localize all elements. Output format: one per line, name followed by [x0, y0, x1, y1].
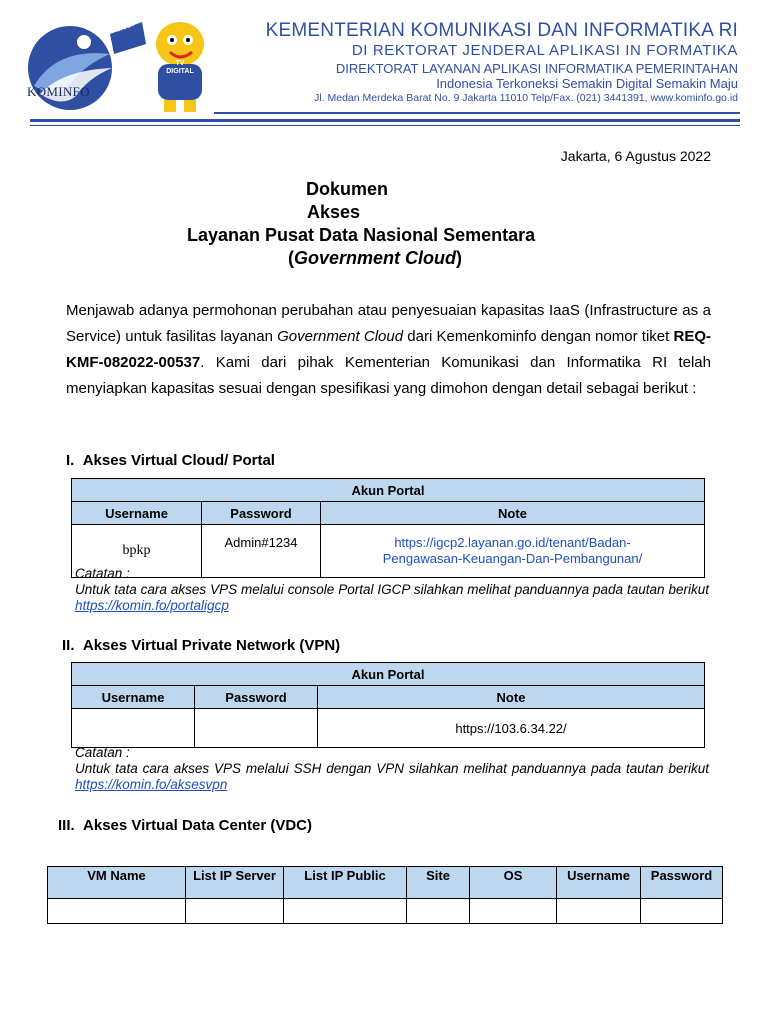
title-line-1: Dokumen	[306, 179, 389, 199]
directorate-general: DI REKTORAT JENDERAL APLIKASI IN FORMATIKA	[351, 42, 738, 59]
section-1-heading: I. Akses Virtual Cloud/ Portal	[66, 452, 275, 469]
mascot-badge-label: TV DIGITAL	[166, 60, 194, 75]
col-list-ip-server: List IP Server	[186, 867, 284, 899]
col-vm-name: VM Name	[48, 867, 186, 899]
tagline: Indonesia Terkoneksi Semakin Digital Semakin Maju	[436, 76, 738, 91]
ticket-number: REQ-KMF-082022-00537	[66, 328, 711, 371]
col-site: Site	[407, 867, 470, 899]
os-cell	[470, 899, 557, 924]
vpn-account-table	[71, 662, 705, 748]
section-3-heading: III. Akses Virtual Data Center (VDC)	[58, 817, 312, 834]
title-line-3: Layanan Pusat Data Nasional Sementara	[187, 225, 536, 245]
col-password: Password	[202, 502, 321, 525]
intro-paragraph: Menjawab adanya permohonan perubahan atau penyesuaian kapasitas IaaS (Infrastructure as a Service) untuk fasilitas layanan Government Cloud dari Kemenkominfo dengan nomor tiket REQ-KMF-082022-00537. Kami dari pihak Kementerian Komunikasi dan Informatika RI telah menyiapkan kapasitas sesuai dengan spesifikasi yang dimohon dengan detail sebagai berikut :	[66, 302, 711, 397]
ip-public-cell	[284, 899, 407, 924]
col-note: Note	[321, 502, 705, 525]
portal-account-table	[71, 478, 705, 578]
address-line: Jl. Medan Merdeka Barat No. 9 Jakarta 11010 Telp/Fax. (021) 3441391, www.kominfo.go.id	[314, 92, 738, 104]
title-line-2: Akses	[307, 202, 361, 222]
password-cell	[641, 899, 723, 924]
password-cell	[195, 709, 318, 748]
vpn-url: https://103.6.34.22/	[318, 709, 705, 748]
col-username: Username	[72, 686, 195, 709]
table-row	[72, 709, 705, 748]
table-caption: Akun Portal	[72, 479, 705, 502]
username-cell: bpkp	[72, 525, 202, 578]
directorate-name: DIREKTORAT LAYANAN APLIKASI INFORMATIKA PEMERINTAHAN	[335, 61, 738, 76]
vm-name-cell	[48, 899, 186, 924]
portal-url-link[interactable]: https://igcp2.layanan.go.id/tenant/Badan- Pengawasan-Keuangan-Dan-Pembangunan/	[321, 525, 705, 578]
col-username: Username	[72, 502, 202, 525]
table-row	[48, 899, 723, 924]
username-cell	[557, 899, 641, 924]
table-caption: Akun Portal	[72, 663, 705, 686]
site-cell	[407, 899, 470, 924]
ministry-name: KEMENTERIAN KOMUNIKASI DAN INFORMATIKA RI	[265, 20, 738, 41]
header-rule-top	[214, 112, 740, 114]
portal-guide-link[interactable]: https://komin.fo/portaligcp	[75, 598, 229, 613]
mascot-flag-label: MODI	[115, 21, 135, 34]
col-os: OS	[470, 867, 557, 899]
col-list-ip-public: List IP Public	[284, 867, 407, 899]
password-cell: Admin#1234	[202, 525, 321, 578]
header-rule-bottom	[30, 125, 740, 126]
col-password: Password	[641, 867, 723, 899]
logo-text: KOMINFO	[27, 84, 90, 99]
section-1-note: Catatan : Untuk tata cara akses VPS melalui console Portal IGCP silahkan melihat panduannya pada tautan berikut https://komin.fo/portaligcp	[75, 566, 709, 613]
col-password: Password	[195, 686, 318, 709]
section-2-note: Catatan : Untuk tata cara akses VPS melalui SSH dengan VPN silahkan melihat panduannya pada tautan berikut https://komin.fo/aksesvpn	[75, 745, 709, 792]
col-note: Note	[318, 686, 705, 709]
vdc-table	[47, 866, 723, 924]
username-cell	[72, 709, 195, 748]
ip-server-cell	[186, 899, 284, 924]
section-2-heading: II. Akses Virtual Private Network (VPN)	[62, 637, 341, 654]
title-line-4: (Government Cloud)	[288, 248, 463, 268]
letter-date: Jakarta, 6 Agustus 2022	[560, 148, 711, 164]
header-rule-thick	[30, 119, 740, 122]
col-username: Username	[557, 867, 641, 899]
vpn-guide-link[interactable]: https://komin.fo/aksesvpn	[75, 777, 228, 792]
